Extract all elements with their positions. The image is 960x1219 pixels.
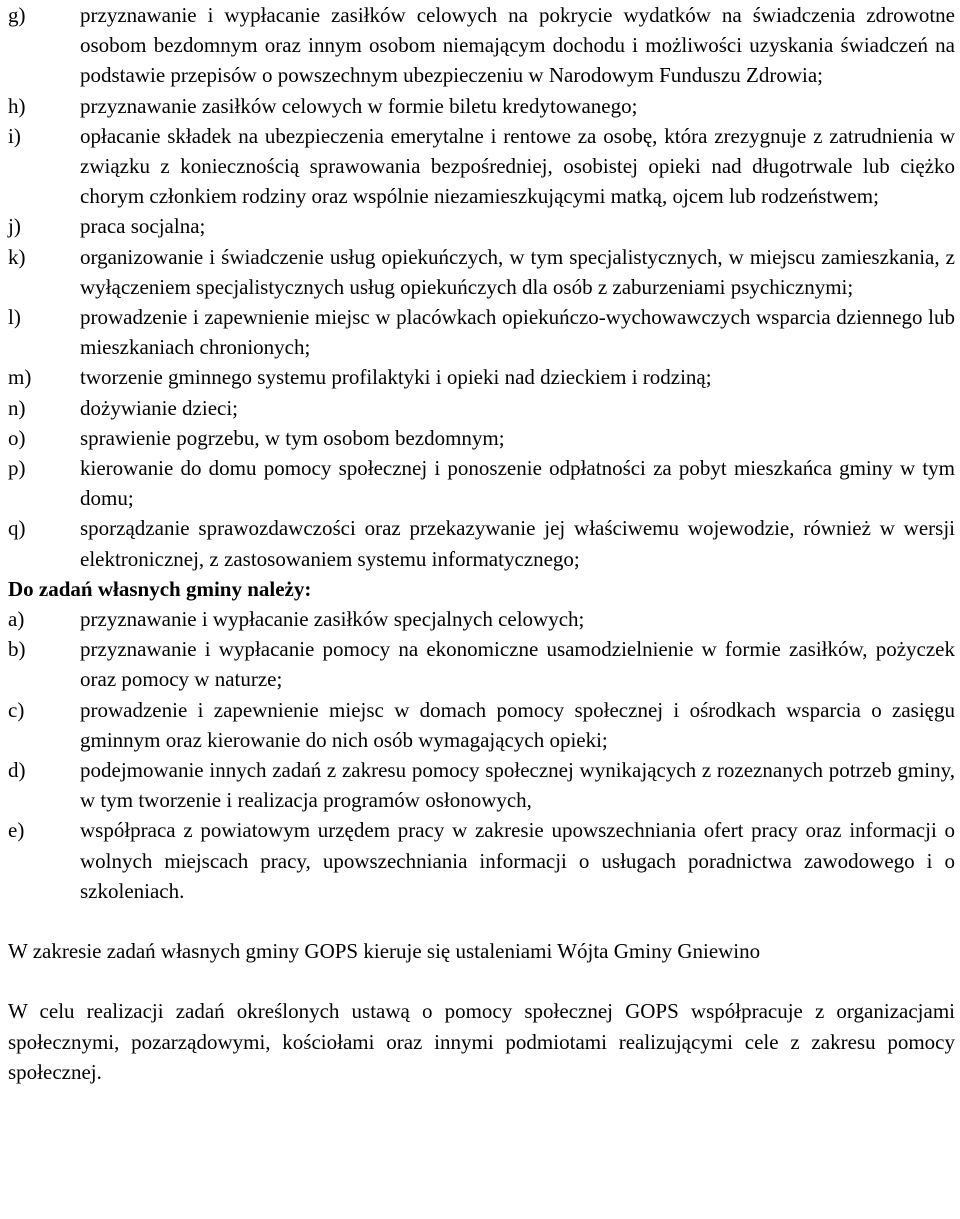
list-item [8,302,955,362]
list-item-text: sprawienie pogrzebu, w tym osobom bezdomnym; [80,425,505,450]
list-item [8,91,955,121]
paragraph-wojt: W zakresie zadań własnych gminy GOPS kieruje się ustaleniami Wójta Gminy Gniewino [8,939,761,964]
list-marker: o) [8,425,26,450]
list-item [8,121,955,212]
list-item [8,0,955,91]
list-item-text: podejmowanie innych zadań z zakresu pomocy społecznej wynikających z rozeznanych potrzeb gminy, w tym tworzenie i realizacja programów osłonowych, [80,758,955,813]
section-heading: Do zadań własnych gminy należy: [8,576,312,601]
list-item [8,513,955,573]
list-marker: h) [8,93,26,118]
task-list-continued [8,0,955,574]
list-item-text: sporządzanie sprawozdawczości oraz przekazywanie jej właściwemu wojewodzie, również w wersji elektronicznej, z zastosowaniem systemu informatycznego; [80,516,955,571]
list-item-text: prowadzenie i zapewnienie miejsc w domach pomocy społecznej i ośrodkach wsparcia o zasięgu gminnym oraz kierowanie do nich osób wymagających opieki; [80,697,955,752]
list-marker: q) [8,516,26,541]
own-tasks-list [8,604,955,906]
list-marker: k) [8,244,26,269]
list-marker: i) [8,123,21,148]
list-marker: a) [8,607,25,632]
list-item [8,453,955,513]
list-marker: c) [8,697,25,722]
list-item-text: przyznawanie i wypłacanie zasiłków specjalnych celowych; [80,607,585,632]
list-item-text: organizowanie i świadczenie usług opiekuńczych, w tym specjalistycznych, w miejscu zamieszkania, z wyłączeniem specjalistycznych usług opiekuńczych dla osób z zaburzeniami psychicznymi; [80,244,955,299]
list-item-text: współpraca z powiatowym urzędem pracy w zakresie upowszechniania ofert pracy oraz informacji o wolnych miejscach pracy, upowszechniania informacji o usługach poradnictwa zawodowego i o szkoleniach. [80,818,955,903]
paragraph-cooperation: W celu realizacji zadań określonych ustawą o pomocy społecznej GOPS współpracuje z organizacjami społecznymi, pozarządowymi, kościołami oraz innymi podmiotami realizującymi cele z zakresu pomocy społecznej. [8,999,955,1084]
list-marker: g) [8,3,26,27]
list-marker: d) [8,758,26,783]
list-marker: l) [8,305,21,330]
list-item-text: prowadzenie i zapewnienie miejsc w placówkach opiekuńczo-wychowawczych wsparcia dziennego lub mieszkaniach chronionych; [80,305,955,360]
list-item-text: praca socjalna; [80,214,206,239]
list-item-text: opłacanie składek na ubezpieczenia emerytalne i rentowe za osobę, która zrezygnuje z zatrudnienia w związku z koniecznością sprawowania bezpośredniej, osobistej opieki nad długotrwale lub ciężko chorym członkiem rodziny oraz wspólnie niezamieszkującymi matką, ojcem lub rodzeństwem; [80,123,955,209]
list-item [8,393,955,423]
list-item [8,695,955,755]
list-item [8,362,955,392]
list-item [8,604,955,634]
list-item [8,423,955,453]
list-item-text: dożywianie dzieci; [80,395,239,420]
list-marker: e) [8,818,25,843]
list-item [8,242,955,302]
list-item-text: kierowanie do domu pomocy społecznej i ponoszenie odpłatności za pobyt mieszkańca gminy w tym domu; [80,456,955,511]
list-item-text: tworzenie gminnego systemu profilaktyki i opieki nad dzieckiem i rodziną; [80,365,712,390]
list-marker: j) [8,214,21,239]
list-marker: m) [8,365,32,390]
list-item-text: przyznawanie i wypłacanie pomocy na ekonomiczne usamodzielnienie w formie zasiłków, pożyczek oraz pomocy w naturze; [80,637,955,692]
list-item [8,634,955,694]
list-marker: n) [8,395,26,420]
list-item-text: przyznawanie i wypłacanie zasiłków celowych na pokrycie wydatków na świadczenia zdrowotne osobom bezdomnym oraz innym osobom niemającym dochodu i możliwości uzyskania świadczeń na podstawie przepisów o powszechnym ubezpieczeniu w Narodowym Funduszu Zdrowia; [80,3,955,88]
list-item [8,211,955,241]
list-marker: p) [8,456,26,481]
list-item-text: przyznawanie zasiłków celowych w formie biletu kredytowanego; [80,93,638,118]
list-item [8,815,955,906]
list-marker: b) [8,637,26,662]
list-item [8,755,955,815]
